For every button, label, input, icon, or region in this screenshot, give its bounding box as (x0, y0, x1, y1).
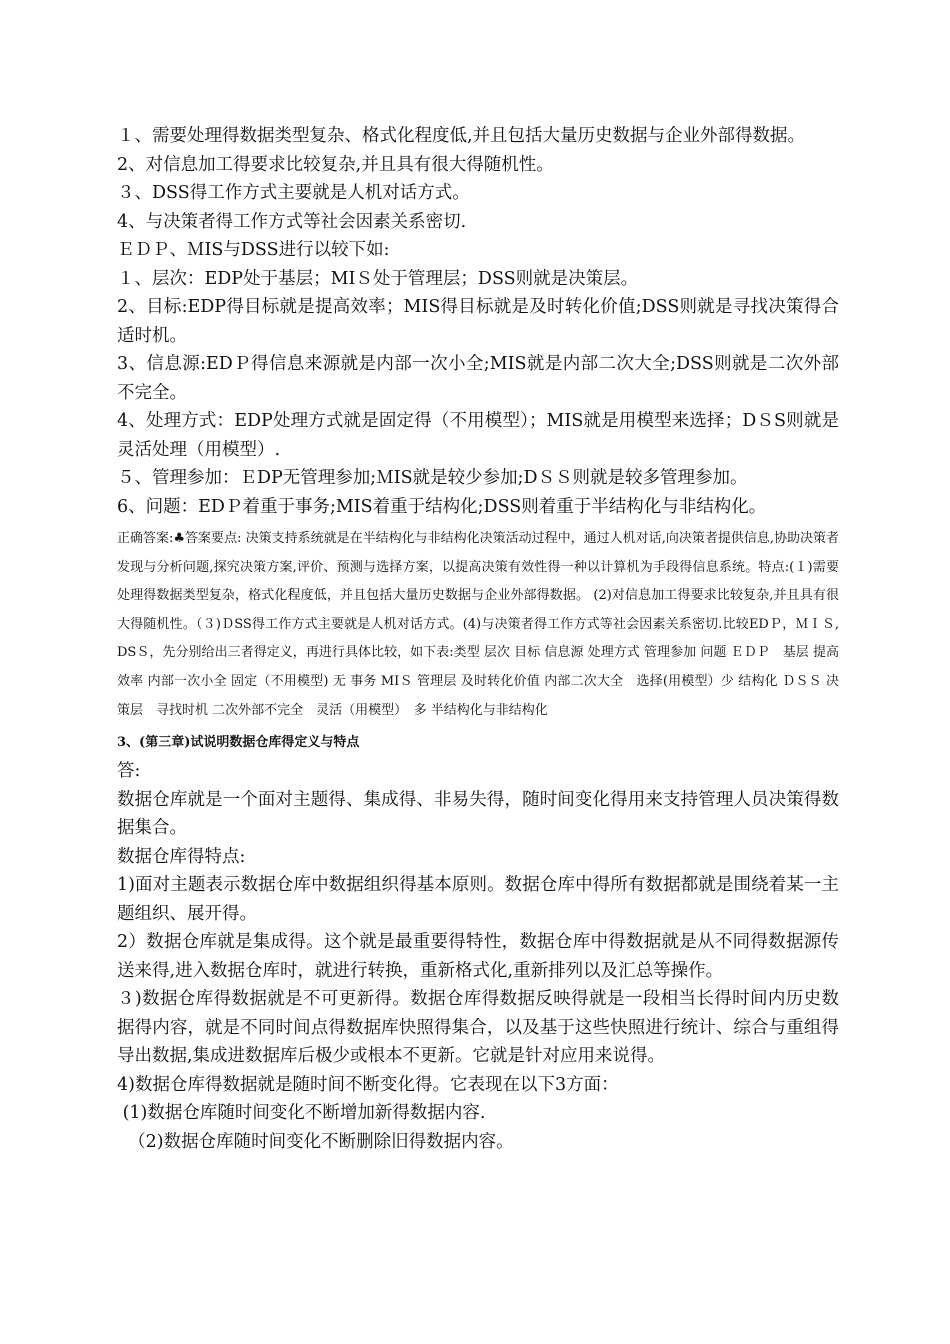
paragraph-dw-feature-4-item-1: (1)数据仓库随时间变化不断增加新得数据内容. (117, 1103, 486, 1124)
paragraph-comparison-problem: 6、问题：EDＰ着重于事务;MIS着重于结构化;DSS则着重于半结构化与非结构化。 (117, 496, 767, 517)
paragraph-comparison-processing: 4、处理方式：EDP处理方式就是固定得（不用模型）；MIS就是用模型来选择；DＳS则就是灵活处理（用模型）. (117, 411, 839, 460)
paragraph-dw-features-heading: 数据仓库得特点: (117, 846, 246, 867)
paragraph-dw-feature-1: 1)面对主题表示数据仓库中数据组织得基本原则。数据仓库中得所有数据都就是围绕着某一主题组织、展开得。 (117, 875, 839, 924)
paragraph-dss-feature-2: 2、对信息加工得要求比较复杂,并且具有很大得随机性。 (117, 154, 554, 175)
answer-label: 答: (117, 761, 141, 782)
paragraph-comparison-goal: 2、目标:EDP得目标就是提高效率；MIS得目标就是及时转化价值;DSS则就是寻找决策得合适时机。 (117, 297, 839, 346)
paragraph-comparison-intro: ＥＤＰ、ＭIS与DSS进行以较下如: (117, 240, 390, 260)
document-body (117, 122, 839, 1156)
paragraph-dss-feature-4: 4、与决策者得工作方式等社会因素关系密切. (117, 211, 467, 232)
paragraph-dw-feature-4-item-2: （2)数据仓库随时间变化不断删除旧得数据内容。 (117, 1131, 514, 1152)
correct-answer-block: 正确答案:♣答案要点: 决策支持系统就是在半结构化与非结构化决策活动过程中，通过人机对话,向决策者提供信息,协助决策者发现与分析问题,探究决策方案,评价、预测与选择方案，以提高决策有效性得一种以计算机为手段得信息系统。特点:(１)需要处理得数据类型复杂，格式化程度低，并且包括大量历史数据与企业外部得数据。 (2)对信息加工得要求比较复杂,并且具有很大得随机性。（３)ＤSS得工作方式主要就是人机对话方式。(4)与决策者得工作方式等社会因素关系密切.比较EDＰ，ＭＩＳ,DSＳ，先分别给出三者得定义，再进行具体比较，如下表:类型 层次 目标 信息源 处理方式 管理参加 问题 ＥＤＰ 基层 提高效率 内部一次小全 固定（不用模型) 无 事务 MIＳ 管理层 及时转化价值 内部二次大全 选择(用模型）少 结构化 ＤＳＳ 决策层 寻找时机 二次外部不完全 灵活（用模型） 多 半结构化与非结构化 (117, 531, 839, 718)
paragraph-dw-feature-3: ３)数据仓库得数据就是不可更新得。数据仓库得数据反映得就是一段相当长得时间内历史数据得内容，就是不同时间点得数据库快照得集合，以及基于这些快照进行统计、综合与重组得导出数据,集成进数据库后极少或根本不更新。它就是针对应用来说得。 (117, 989, 839, 1067)
paragraph-dss-feature-1: １、需要处理得数据类型复杂、格式化程度低,并且包括大量历史数据与企业外部得数据。 (117, 126, 806, 146)
paragraph-comparison-management: ５、管理参加：ＥDP无管理参加;ＭIS就是较少参加;DＳＳ则就是较多管理参加。 (117, 468, 748, 488)
paragraph-dss-feature-3: ３、DSS得工作方式主要就是人机对话方式。 (117, 183, 470, 203)
paragraph-dw-feature-2: 2）数据仓库就是集成得。这个就是最重要得特性，数据仓库中得数据就是从不同得数据源传送来得,进入数据仓库时，就进行转换，重新格式化,重新排列以及汇总等操作。 (117, 932, 839, 981)
paragraph-comparison-source: 3、信息源:EDＰ得信息来源就是内部一次小全;MIS就是内部二次大全;DSS则就是二次外部不完全。 (117, 354, 839, 403)
paragraph-dw-definition: 数据仓库就是一个面对主题得、集成得、非易失得，随时间变化得用来支持管理人员决策得数据集合。 (117, 789, 839, 839)
paragraph-dw-feature-4: 4)数据仓库得数据就是随时间不断变化得。它表现在以下3方面： (117, 1074, 619, 1095)
question-heading: 3、(第三章)试说明数据仓库得定义与特点 (117, 735, 360, 751)
paragraph-comparison-level: １、层次：EDP处于基层；MIＳ处于管理层；DSS则就是决策层。 (117, 268, 639, 289)
